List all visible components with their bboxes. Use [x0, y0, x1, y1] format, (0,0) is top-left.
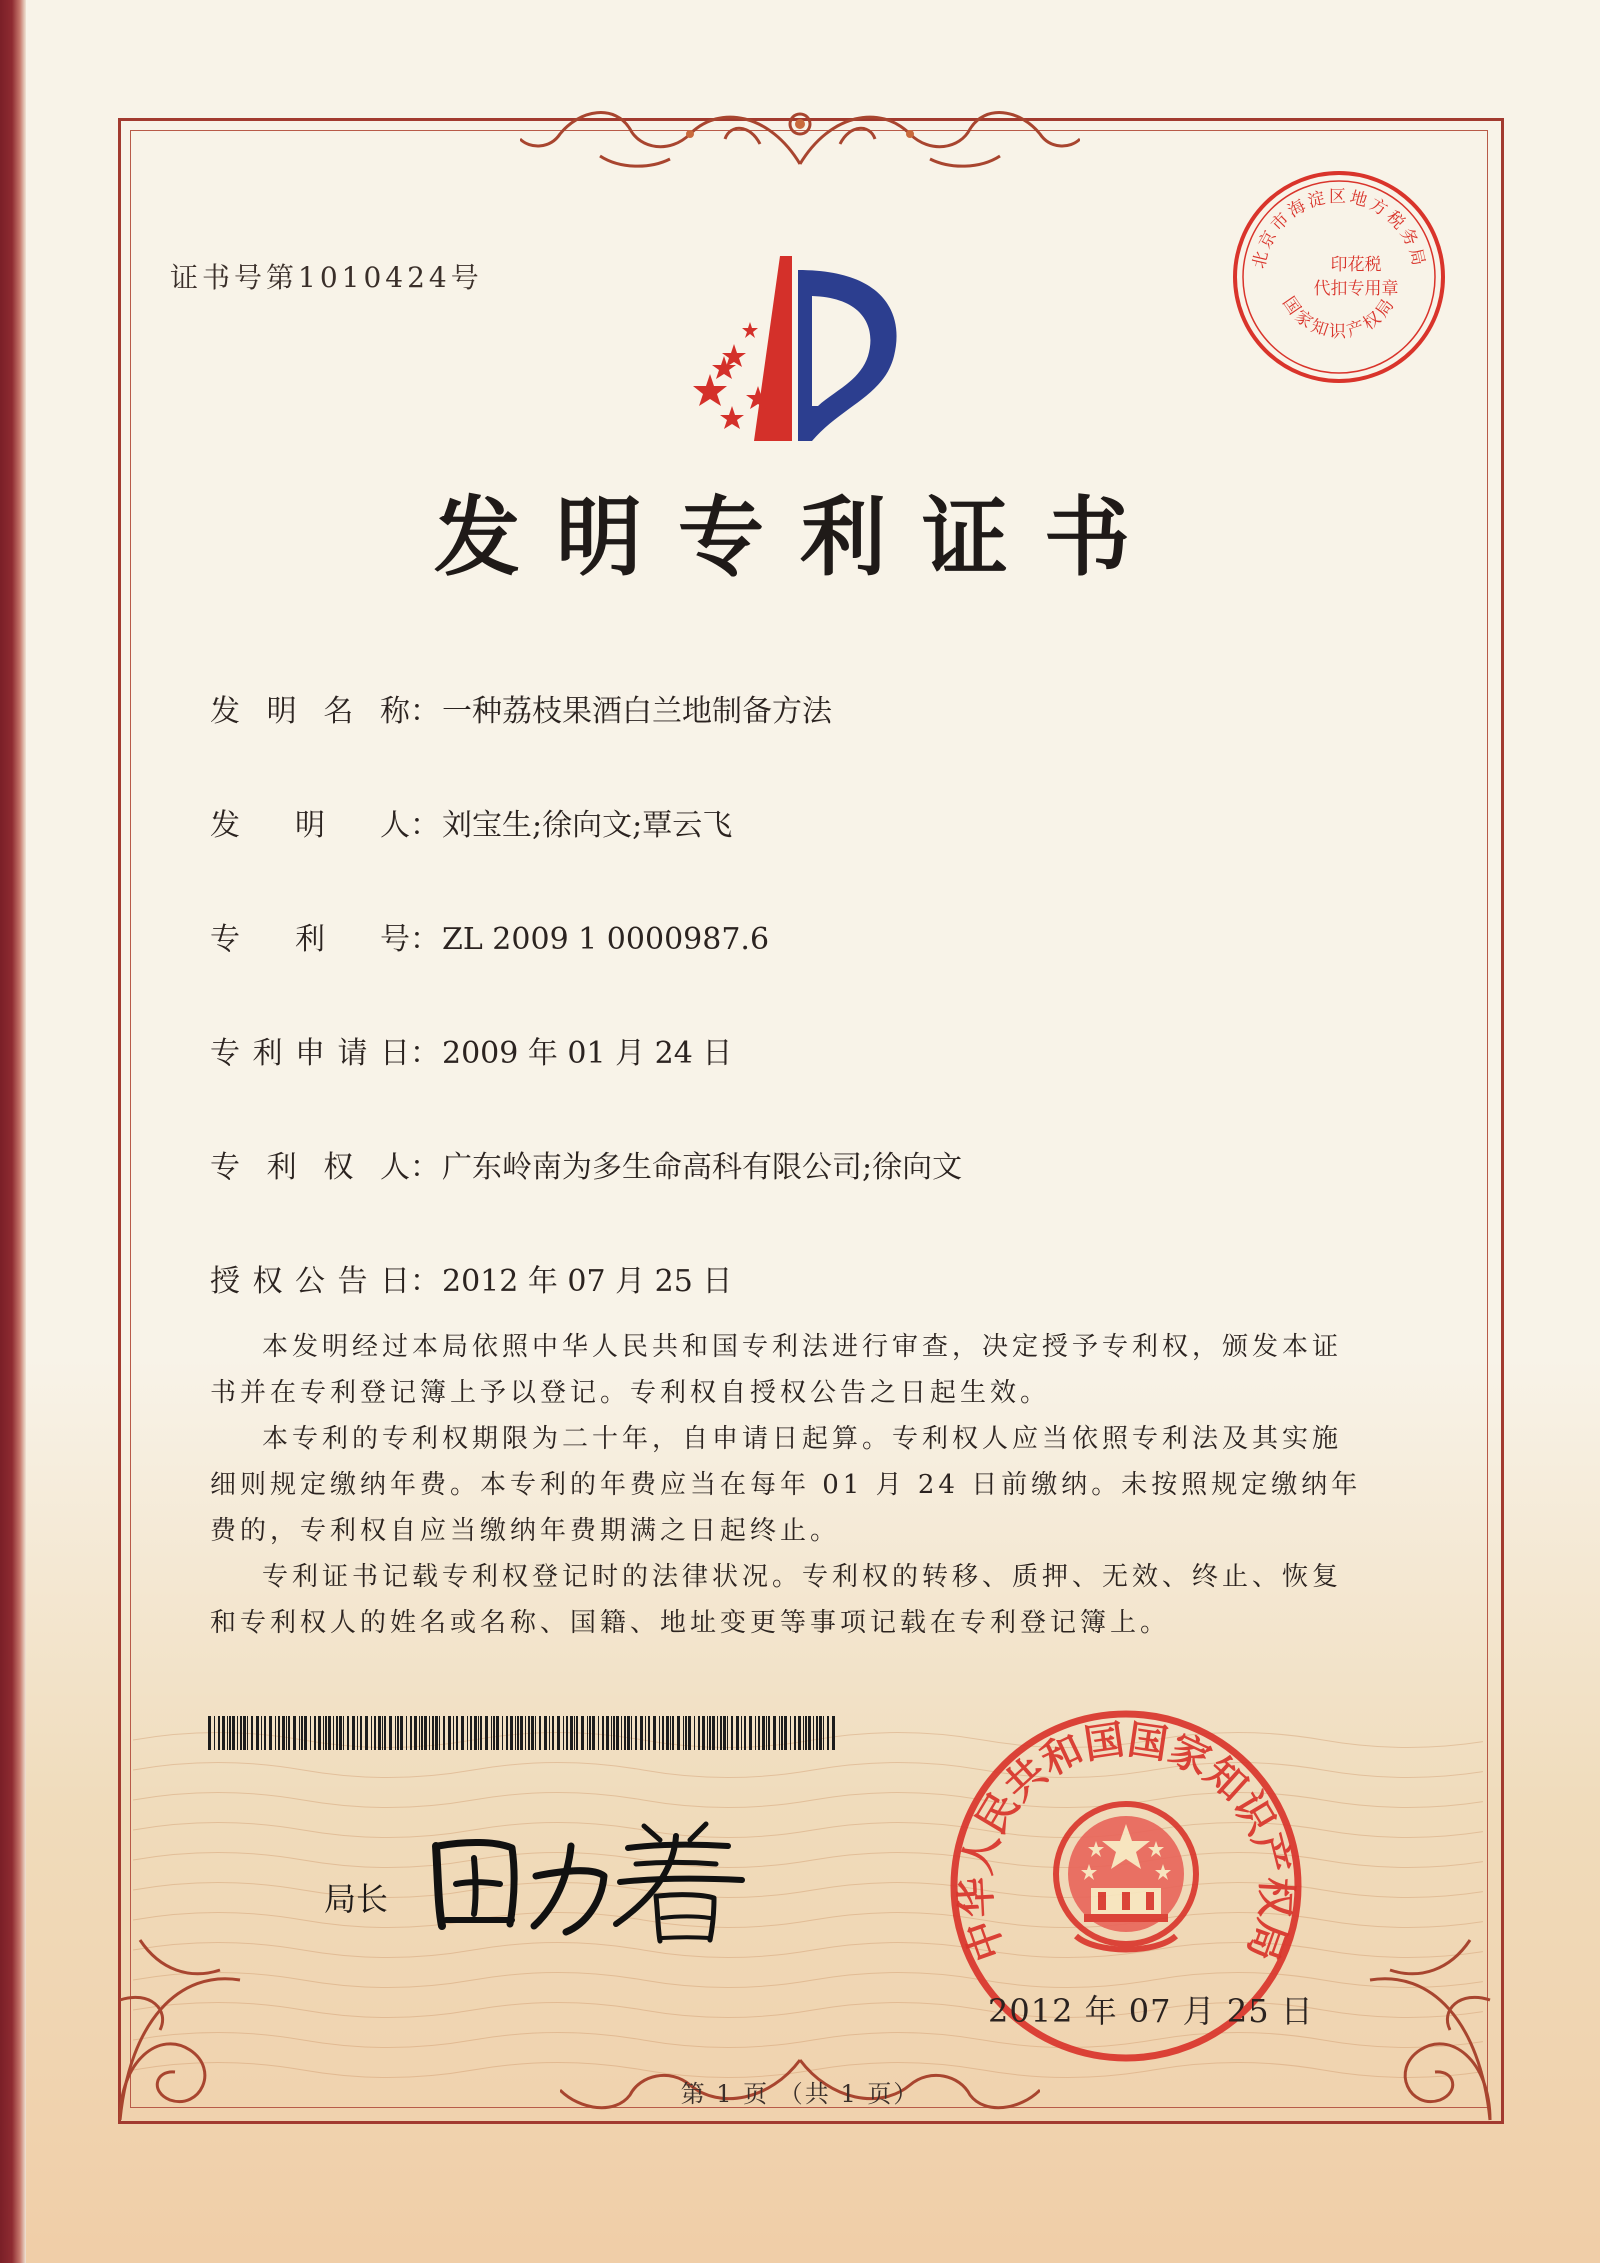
tax-seal-ring-text: 北京市海淀区地方税务局 — [1249, 187, 1429, 271]
barcode-bar — [339, 1716, 342, 1750]
field-application-date: 专利申请日：2009 年 01 月 24 日 — [210, 1028, 732, 1072]
certificate-body — [210, 1324, 1368, 1646]
barcode-bar — [535, 1716, 536, 1750]
barcode-bar — [240, 1716, 242, 1750]
barcode-bar — [766, 1716, 767, 1750]
barcode-bar — [648, 1716, 650, 1750]
barcode-bar — [208, 1716, 211, 1750]
barcode-bar — [453, 1716, 454, 1750]
field-label: 专利申请日 — [210, 1036, 410, 1071]
barcode-bar — [613, 1716, 615, 1750]
seal-date: 2012 年 07 月 25 日 — [988, 1992, 1314, 2030]
barcode-bar — [328, 1716, 331, 1750]
barcode-bar — [611, 1716, 612, 1750]
barcode-bar — [278, 1716, 280, 1750]
tax-seal-stamp — [1228, 166, 1450, 388]
barcode-bar — [502, 1716, 503, 1750]
barcode-bar — [803, 1716, 804, 1750]
barcode-bar — [670, 1716, 671, 1750]
barcode-bar — [333, 1716, 334, 1750]
barcode-bar — [531, 1716, 534, 1750]
barcode-bar — [414, 1716, 417, 1750]
certificate-number: 证书号第1010424号 — [170, 261, 483, 294]
barcode-bar — [282, 1716, 285, 1750]
barcode-bar — [557, 1716, 560, 1750]
barcode-bar — [640, 1716, 643, 1750]
barcode-bar — [781, 1716, 783, 1750]
barcode-bar — [232, 1716, 235, 1750]
barcode-bar — [365, 1716, 368, 1750]
page-number: 第 1 页 （共 1 页） — [680, 2080, 920, 2108]
barcode-bar — [517, 1716, 519, 1750]
barcode-bar — [645, 1716, 646, 1750]
barcode-bar — [677, 1716, 680, 1750]
barcode-bar — [439, 1716, 440, 1750]
field-value: ZL 2009 1 0000987.6 — [442, 922, 770, 957]
barcode-bar — [429, 1716, 430, 1750]
barcode-bar — [544, 1716, 547, 1750]
barcode-bar — [378, 1716, 381, 1750]
barcode-bar — [762, 1716, 765, 1750]
barcode-bar — [480, 1716, 482, 1750]
certificate-title: 发明专利证书 — [434, 488, 1166, 588]
field-label: 授权公告日 — [210, 1264, 410, 1299]
barcode-bar — [688, 1716, 691, 1750]
field-value: 刘宝生;徐向文;覃云飞 — [442, 808, 733, 843]
director-signature — [416, 1796, 756, 1946]
barcode-bar — [470, 1716, 472, 1750]
barcode-bar — [589, 1716, 591, 1750]
barcode-bar — [606, 1716, 609, 1750]
barcode-bar — [624, 1716, 626, 1750]
cnipa-logo-icon — [672, 256, 912, 454]
barcode-bar — [478, 1716, 479, 1750]
barcode-bar — [539, 1716, 541, 1750]
barcode-bar — [683, 1716, 684, 1750]
barcode-bar — [587, 1716, 588, 1750]
barcode-bar — [421, 1716, 423, 1750]
barcode-bar — [397, 1716, 399, 1750]
barcode-bar — [659, 1716, 660, 1750]
barcode-bar — [400, 1716, 403, 1750]
barcode-bar — [218, 1716, 220, 1750]
barcode-bar — [432, 1716, 434, 1750]
barcode-bar — [768, 1716, 770, 1750]
field-patentee: 专利权人：广东岭南为多生命高科有限公司;徐向文 — [210, 1142, 962, 1186]
barcode-bar — [304, 1716, 307, 1750]
barcode-bar — [389, 1716, 392, 1750]
barcode-bar — [410, 1716, 412, 1750]
barcode-bar — [717, 1716, 718, 1750]
barcode-bar — [790, 1716, 791, 1750]
barcode-bar — [528, 1716, 530, 1750]
barcode-bar — [474, 1716, 477, 1750]
barcode-bar — [467, 1716, 468, 1750]
barcode-bar — [237, 1716, 238, 1750]
barcode-bar — [723, 1716, 726, 1750]
barcode-bar — [384, 1716, 386, 1750]
barcode-bar — [666, 1716, 669, 1750]
barcode-bar — [598, 1716, 599, 1750]
body-paragraph-3: 专利证书记载专利权登记时的法律状况。专利权的转移、质押、无效、终止、恢复和专利权人的姓名或名称、国籍、地址变更等事项记载在专利登记簿上。 — [210, 1562, 1343, 1638]
barcode-bar — [662, 1716, 664, 1750]
barcode-bar — [293, 1716, 296, 1750]
barcode-bar — [214, 1716, 215, 1750]
barcode-bar — [779, 1716, 780, 1750]
barcode-bar — [832, 1716, 835, 1750]
barcode-bar — [360, 1716, 362, 1750]
barcode-bar — [720, 1716, 722, 1750]
barcode-bar — [749, 1716, 752, 1750]
barcode-bar — [631, 1716, 632, 1750]
barcode-bar — [352, 1716, 355, 1750]
barcode-bar — [552, 1716, 554, 1750]
barcode-bar — [299, 1716, 300, 1750]
barcode-bar — [827, 1716, 829, 1750]
barcode-bar — [698, 1716, 700, 1750]
field-value: 广东岭南为多生命高科有限公司;徐向文 — [442, 1150, 963, 1185]
barcode-bar — [496, 1716, 499, 1750]
barcode-bar — [808, 1716, 811, 1750]
barcode-bar — [685, 1716, 687, 1750]
field-label: 专利权人 — [210, 1150, 410, 1185]
barcode-bar — [570, 1716, 573, 1750]
field-label: 专利号 — [210, 922, 410, 957]
barcode-bar — [506, 1716, 508, 1750]
barcode-bar — [314, 1716, 316, 1750]
barcode-bar — [581, 1716, 584, 1750]
barcode-bar — [744, 1716, 746, 1750]
barcode-bar — [247, 1716, 248, 1750]
body-paragraph-1: 本发明经过本局依照中华人民共和国专利法进行审查，决定授予专利权，颁发本证书并在专利登记簿上予以登记。专利权自授权公告之日起生效。 — [210, 1332, 1343, 1408]
barcode-bar — [510, 1716, 513, 1750]
barcode-bar — [243, 1716, 246, 1750]
barcode-bar — [566, 1716, 568, 1750]
barcode-bar — [731, 1716, 733, 1750]
barcode-bar — [256, 1716, 259, 1750]
barcode-bar — [448, 1716, 451, 1750]
barcode-bar — [635, 1716, 637, 1750]
barcode-bar — [773, 1716, 776, 1750]
field-value: 一种荔枝果酒白兰地制备方法 — [442, 694, 832, 729]
barcode-bar — [653, 1716, 656, 1750]
barcode-bar — [491, 1716, 492, 1750]
barcode-bar — [576, 1716, 578, 1750]
barcode-bar — [602, 1716, 604, 1750]
field-value: 2012 年 07 月 25 日 — [442, 1264, 733, 1299]
binding-spine — [0, 0, 26, 2263]
barcode-bar — [709, 1716, 711, 1750]
barcode-bar — [275, 1716, 276, 1750]
barcode-bar — [784, 1716, 787, 1750]
barcode-bar — [549, 1716, 550, 1750]
barcode-bar — [222, 1716, 225, 1750]
barcode-bar — [357, 1716, 358, 1750]
barcode-bar — [485, 1716, 488, 1750]
tax-seal-line-2: 代扣专用章 — [1313, 279, 1399, 299]
barcode-bar — [794, 1716, 796, 1750]
seal-org-text: 中华人民共和国国家知识产权局 — [953, 1716, 1299, 1967]
barcode-bar — [592, 1716, 595, 1750]
barcode-bar — [758, 1716, 760, 1750]
field-grant-date: 授权公告日：2012 年 07 月 25 日 — [210, 1256, 732, 1300]
barcode-bar — [493, 1716, 495, 1750]
barcode-bar — [343, 1716, 344, 1750]
barcode-bar — [813, 1716, 814, 1750]
field-invention-name: 发明名称：一种荔枝果酒白兰地制备方法 — [210, 686, 832, 730]
barcode-bar — [435, 1716, 438, 1750]
barcode-bar — [627, 1716, 630, 1750]
barcode-bar — [347, 1716, 349, 1750]
barcode-bar — [574, 1716, 575, 1750]
barcode-bar — [261, 1716, 262, 1750]
barcode-bar — [621, 1716, 622, 1750]
tax-seal-bottom-text: 国家知识产权局 — [1278, 293, 1400, 342]
barcode-bar — [702, 1716, 705, 1750]
barcode-bar — [264, 1716, 266, 1750]
svg-text:国家知识产权局 — [1278, 293, 1400, 342]
barcode-bar — [616, 1716, 619, 1750]
barcode-bar — [288, 1716, 290, 1750]
body-paragraph-2: 本专利的专利权期限为二十年，自申请日起算。专利权人应当依照专利法及其实施细则规定缴纳年费。本专利的年费应当在每年 01 月 24 日前缴纳。未按照规定缴纳年费的，专利权自应当缴纳年费期满之日起终止。 — [210, 1424, 1362, 1546]
barcode-bar — [727, 1716, 728, 1750]
barcode-bar — [443, 1716, 445, 1750]
barcode-bar — [374, 1716, 376, 1750]
barcode-bar — [406, 1716, 407, 1750]
barcode-bar — [823, 1716, 824, 1750]
barcode-bar — [286, 1716, 287, 1750]
field-label: 发明名称 — [210, 694, 410, 729]
tax-seal-line-1: 印花税 — [1330, 255, 1382, 275]
barcode-bar — [694, 1716, 695, 1750]
barcode-bar — [736, 1716, 739, 1750]
barcode-bar — [816, 1716, 818, 1750]
barcode-bar — [310, 1716, 311, 1750]
barcode-bar — [515, 1716, 516, 1750]
barcode-bar — [819, 1716, 822, 1750]
barcode-bar — [525, 1716, 526, 1750]
barcode — [208, 1716, 838, 1750]
barcode-bar — [382, 1716, 383, 1750]
barcode-bar — [461, 1716, 464, 1750]
barcode-bar — [672, 1716, 674, 1750]
barcode-bar — [269, 1716, 272, 1750]
barcode-bar — [798, 1716, 801, 1750]
barcode-bar — [419, 1716, 420, 1750]
field-label: 发明人 — [210, 808, 410, 843]
field-patent-number: 专利号：ZL 2009 1 0000987.6 — [210, 914, 769, 958]
barcode-bar — [805, 1716, 807, 1750]
barcode-bar — [336, 1716, 338, 1750]
barcode-bar — [755, 1716, 756, 1750]
barcode-bar — [227, 1716, 228, 1750]
barcode-bar — [520, 1716, 523, 1750]
barcode-bar — [325, 1716, 327, 1750]
barcode-bar — [424, 1716, 427, 1750]
barcode-bar — [323, 1716, 324, 1750]
director-label: 局长 — [324, 1880, 389, 1918]
barcode-bar — [229, 1716, 231, 1750]
top-ornament — [520, 94, 1080, 184]
barcode-bar — [371, 1716, 372, 1750]
barcode-bar — [395, 1716, 396, 1750]
field-value: 2009 年 01 月 24 日 — [442, 1036, 733, 1071]
national-emblem-icon — [1056, 1804, 1196, 1950]
barcode-bar — [318, 1716, 321, 1750]
barcode-bar — [563, 1716, 564, 1750]
barcode-bar — [707, 1716, 708, 1750]
barcode-bar — [301, 1716, 303, 1750]
barcode-bar — [741, 1716, 742, 1750]
barcode-bar — [456, 1716, 458, 1750]
field-inventors: 发明人：刘宝生;徐向文;覃云飞 — [210, 800, 732, 844]
barcode-bar — [712, 1716, 715, 1750]
barcode-bar — [251, 1716, 253, 1750]
